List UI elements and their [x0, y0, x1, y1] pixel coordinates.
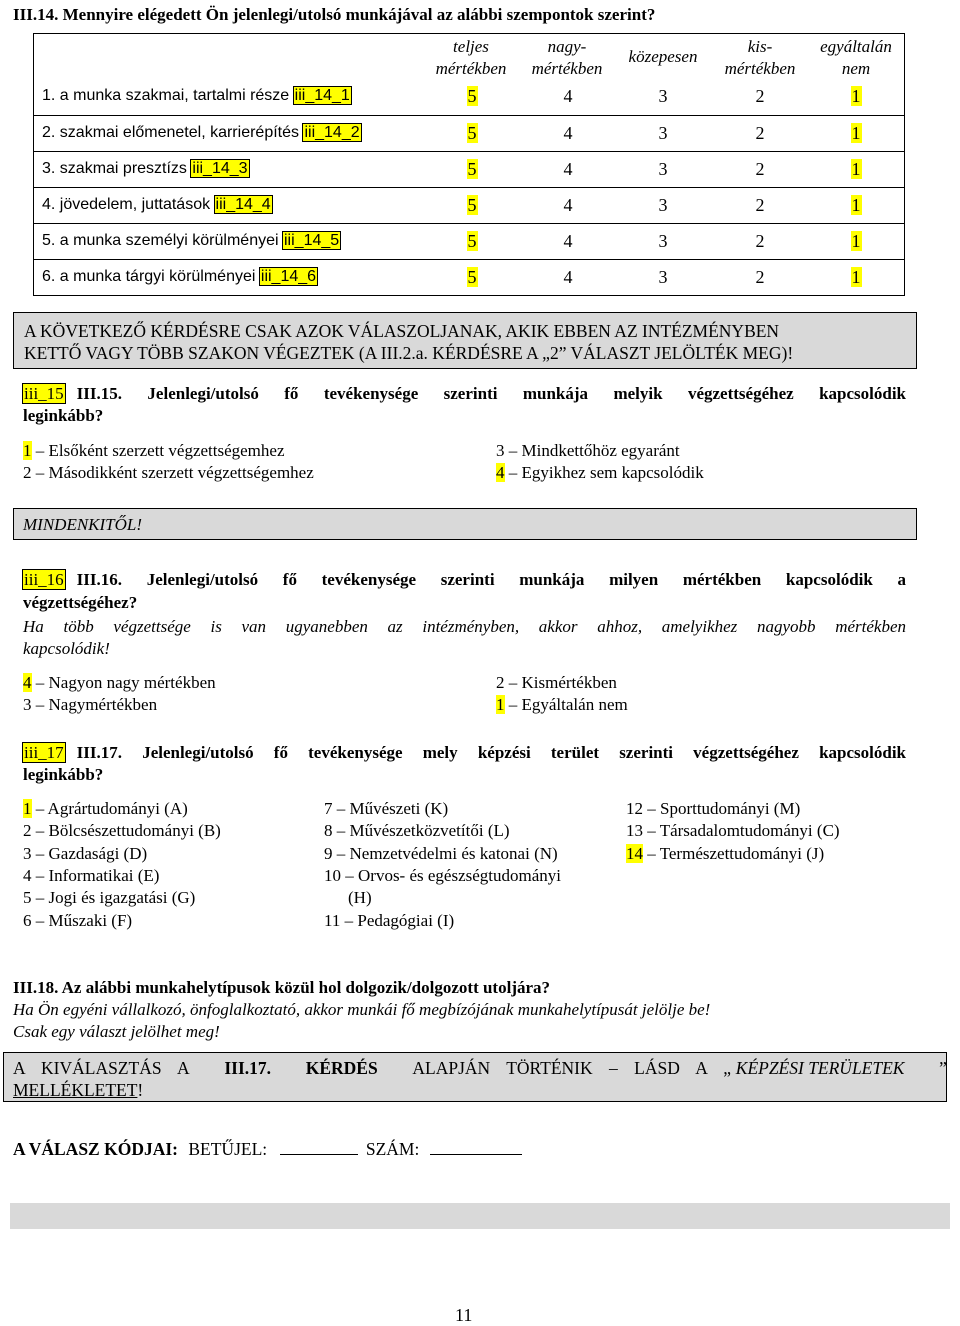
rating-2[interactable]: 2: [755, 231, 765, 251]
variable-code: iii_14_6: [260, 268, 317, 285]
row-label: 6. a munka tárgyi körülményei iii_14_6: [42, 268, 317, 285]
variable-code: iii_14_3: [192, 160, 248, 177]
rating-3[interactable]: 3: [658, 123, 668, 143]
row-label: 5. a munka személyi körülményei iii_14_5: [42, 232, 340, 249]
q16-option-2[interactable]: 2 – Kismértékben: [496, 673, 617, 692]
number-code-label: SZÁM:: [365, 1139, 420, 1159]
rating-5[interactable]: 5: [467, 86, 477, 106]
q17-option-6[interactable]: 6 – Műszaki (F): [23, 911, 133, 930]
q17-line1: III.17. Jelenlegi/utolsó fő tevékenysége mely képzési terület szerinti végzettségéhez kapcsolódik: [76, 743, 906, 762]
rating-1[interactable]: 1: [851, 195, 861, 215]
q15-option-1[interactable]: 1 – Elsőként szerzett végzettségemhez: [23, 441, 285, 460]
q17-option-10[interactable]: 10 – Orvos- és egészségtudományi: [324, 866, 562, 885]
q15-option-3[interactable]: 3 – Mindkettőhöz egyaránt: [496, 441, 680, 460]
table-row: [34, 79, 904, 115]
table-row: [34, 151, 904, 187]
satisfaction-table: [33, 33, 905, 296]
q16-note-line2: kapcsolódik!: [23, 639, 110, 658]
filter-notice-box: [13, 312, 917, 369]
q16-note-line1: Ha több végzettsége is van ugyanebben az intézményben, akkor ahhoz, amelyikhez nagyobb mértékben: [23, 617, 906, 636]
q15-line1: III.15. Jelenlegi/utolsó fő tevékenysége szerinti munkája melyik végzettségéhez kapcsolódik: [76, 384, 906, 403]
letter-code-field[interactable]: [280, 1140, 358, 1155]
rating-4[interactable]: 4: [563, 159, 573, 179]
q18-title: III.18. Az alábbi munkahelytípusok közül hol dolgozik/dolgozott utoljára?: [13, 978, 551, 997]
q17-option-12[interactable]: 12 – Sporttudományi (M): [626, 799, 801, 818]
q17-option-10-cont: (H): [348, 888, 372, 907]
q17-code: iii_17: [24, 743, 64, 762]
table-row: [34, 223, 904, 259]
q17-question: [23, 742, 906, 764]
q17-option-1[interactable]: 1 – Agrártudományi (A): [23, 799, 188, 818]
variable-code: iii_14_2: [304, 124, 360, 141]
q17-option-8[interactable]: 8 – Művészetközvetítői (L): [324, 821, 510, 840]
rating-5[interactable]: 5: [467, 195, 477, 215]
rating-3[interactable]: 3: [658, 267, 668, 287]
rating-2[interactable]: 2: [755, 86, 765, 106]
variable-code: iii_14_1: [294, 87, 350, 104]
row-label: 3. szakmai presztízs iii_14_3: [42, 160, 248, 177]
rating-3[interactable]: 3: [658, 159, 668, 179]
answer-codes-label: A VÁLASZ KÓDJAI:: [13, 1139, 178, 1159]
row-label: 1. a munka szakmai, tartalmi része iii_14_1: [42, 87, 350, 104]
footer-gray-bar: [10, 1203, 950, 1229]
q16-code: iii_16: [24, 570, 64, 589]
letter-code-label: BETŰJEL:: [188, 1139, 268, 1159]
q18-note-line2: Csak egy választ jelölhet meg!: [13, 1022, 220, 1041]
header-col-1: egyáltalán nem: [820, 37, 892, 78]
table-row: [34, 259, 904, 295]
q15-question: [23, 383, 906, 405]
filter-notice-line1: A KÖVETKEZŐ KÉRDÉSRE CSAK AZOK VÁLASZOLJANAK, AKIK EBBEN AZ INTÉZMÉNYBEN: [24, 321, 780, 341]
q17-option-13[interactable]: 13 – Társadalomtudományi (C): [626, 821, 840, 840]
q16-question: [23, 569, 906, 591]
everyone-label: MINDENKITŐL!: [23, 515, 143, 534]
rating-4[interactable]: 4: [563, 86, 573, 106]
rating-4[interactable]: 4: [563, 195, 573, 215]
q15-code: iii_15: [24, 384, 64, 403]
q15-option-4[interactable]: 4 – Egyikhez sem kapcsolódik: [496, 463, 704, 482]
header-col-2: kis- mértékben: [724, 37, 796, 78]
rating-3[interactable]: 3: [658, 195, 668, 215]
rating-3[interactable]: 3: [658, 86, 668, 106]
number-code-field[interactable]: [430, 1140, 522, 1155]
q16-option-4[interactable]: 4 – Nagyon nagy mértékben: [23, 673, 216, 692]
selection-instruction-line1: A KIVÁLASZTÁS A III.17. KÉRDÉS ALAPJÁN TÖRTÉNIK – LÁSD A „ KÉPZÉSI TERÜLETEK ”: [13, 1058, 947, 1078]
everyone-box: [13, 508, 917, 540]
q17-line2: leginkább?: [23, 765, 104, 784]
filter-notice-line2: KETTŐ VAGY TÖBB SZAKON VÉGEZTEK (A III.2.a. KÉRDÉSRE A „2” VÁLASZT JELÖLTÉK MEG)!: [24, 343, 794, 363]
q14-title: III.14. Mennyire elégedett Ön jelenlegi/utolsó munkájával az alábbi szempontok szerint?: [13, 5, 656, 24]
table-row: [34, 115, 904, 151]
rating-1[interactable]: 1: [851, 231, 861, 251]
rating-4[interactable]: 4: [563, 267, 573, 287]
variable-code: iii_14_5: [284, 232, 340, 249]
rating-3[interactable]: 3: [658, 231, 668, 251]
rating-5[interactable]: 5: [467, 267, 477, 287]
header-col-3: közepesen: [628, 47, 698, 66]
table-row: [34, 187, 904, 223]
q18-note-line1: Ha Ön egyéni vállalkozó, önfoglalkoztató, akkor munkái fő megbízójának munkahelytípusát jelölje be!: [13, 1000, 711, 1019]
rating-5[interactable]: 5: [467, 123, 477, 143]
q16-option-3[interactable]: 3 – Nagymértékben: [23, 695, 158, 714]
header-col-5: teljes mértékben: [435, 37, 507, 78]
rating-1[interactable]: 1: [851, 267, 861, 287]
rating-5[interactable]: 5: [467, 159, 477, 179]
q15-line2: leginkább?: [23, 406, 104, 425]
q17-option-11[interactable]: 11 – Pedagógiai (I): [324, 911, 455, 930]
q15-option-2[interactable]: 2 – Másodikként szerzett végzettségemhez: [23, 463, 314, 482]
rating-2[interactable]: 2: [755, 159, 765, 179]
selection-instruction-box: [3, 1052, 947, 1102]
rating-2[interactable]: 2: [755, 267, 765, 287]
header-col-4: nagy- mértékben: [531, 37, 603, 78]
q17-option-9[interactable]: 9 – Nemzetvédelmi és katonai (N): [324, 844, 558, 863]
rating-5[interactable]: 5: [467, 231, 477, 251]
rating-1[interactable]: 1: [851, 86, 861, 106]
row-label: 4. jövedelem, juttatások iii_14_4: [42, 196, 271, 213]
rating-4[interactable]: 4: [563, 231, 573, 251]
row-label: 2. szakmai előmenetel, karrierépítés iii_14_2: [42, 124, 360, 141]
rating-2[interactable]: 2: [755, 195, 765, 215]
q17-option-2[interactable]: 2 – Bölcsészettudományi (B): [23, 821, 221, 840]
rating-2[interactable]: 2: [755, 123, 765, 143]
q17-option-14[interactable]: 14 – Természettudományi (J): [626, 844, 825, 863]
rating-4[interactable]: 4: [563, 123, 573, 143]
q16-line2: végzettségéhez?: [23, 593, 138, 612]
q16-line1: III.16. Jelenlegi/utolsó fő tevékenysége szerinti munkája milyen mértékben kapcsolódik a: [76, 570, 906, 589]
q16-option-1[interactable]: 1 – Egyáltalán nem: [496, 695, 628, 714]
variable-code: iii_14_4: [215, 196, 271, 213]
q17-option-4[interactable]: 4 – Informatikai (E): [23, 866, 160, 885]
answer-codes-row: [13, 1138, 522, 1160]
rating-1[interactable]: 1: [851, 123, 861, 143]
selection-instruction-line2[interactable]: MELLÉKLETET!: [13, 1080, 144, 1100]
rating-1[interactable]: 1: [851, 159, 861, 179]
q17-option-3[interactable]: 3 – Gazdasági (D): [23, 844, 148, 863]
page-number: 11: [455, 1305, 473, 1325]
q17-option-7[interactable]: 7 – Művészeti (K): [324, 799, 449, 818]
q17-option-5[interactable]: 5 – Jogi és igazgatási (G): [23, 888, 196, 907]
